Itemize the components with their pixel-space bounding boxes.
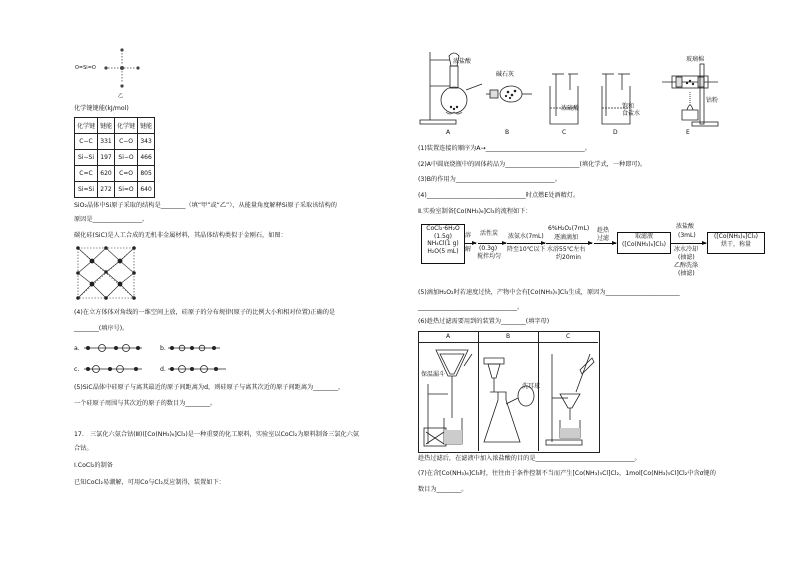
option-b-label: b. (160, 345, 166, 352)
flow-step-2-top: 活性炭 (480, 230, 499, 237)
table-cell: 343 (138, 134, 155, 150)
table-header-cell: 键能 (138, 118, 155, 134)
flow-step-1-top: 溶 (465, 232, 472, 239)
structure-label-b: 乙 (118, 93, 124, 99)
question-17-number: 17. (74, 431, 84, 438)
option-d-diagram (168, 364, 226, 374)
table-cell: C−O (115, 134, 138, 150)
table-cell: Si−Si (75, 150, 98, 166)
apparatus-c-reagent: 浓硫酸 (561, 105, 580, 112)
flow-arrow (594, 243, 616, 244)
table-cell: Si−O (115, 150, 138, 166)
table-cell: 272 (98, 182, 115, 198)
flow-step-5-top: 趁热 (597, 227, 610, 234)
flow-box-line: 烘干，称量 (720, 240, 751, 248)
flow-box-reactants (421, 224, 465, 264)
question-5-text-cont: 一个硅原子周围与其次近的原子的数目为________。 (74, 400, 217, 407)
table-cell: Si=Si (75, 182, 98, 198)
part-2-title: Ⅱ.实验室制备[Co(NH₃)₆]Cl₃的流程如下： (418, 208, 532, 215)
option-c-diagram (84, 364, 142, 374)
flow-arrow (478, 243, 506, 244)
flow-box-line: (1.5g) (433, 232, 453, 240)
table-cell: 620 (98, 166, 115, 182)
flow-box-line: ([Co(NH₃)₆]Cl₃) (714, 233, 758, 240)
flow-box-product (707, 232, 765, 254)
apparatus-d-letter: D (613, 129, 618, 136)
option-d-label: d. (160, 366, 166, 373)
table-cell: 805 (138, 166, 155, 182)
table-cell: 197 (98, 150, 115, 166)
filter-c-drawing (540, 344, 596, 450)
table-row (75, 182, 155, 198)
question-r6-purpose: 趁热过滤后，在滤液中加入浓盐酸的目的是________________________________。 (418, 455, 641, 462)
flow-step-6-top: 浓盐酸 (676, 223, 695, 230)
question-r1: (1)装置连接的顺序为A→________________________________。 (418, 145, 591, 152)
table-header-cell: 化学键 (115, 118, 138, 134)
filter-b-drawing (480, 344, 536, 450)
flow-arrow (670, 243, 706, 244)
flow-box-filtrate (617, 232, 671, 254)
filtration-divider (478, 331, 479, 451)
table-row (75, 150, 155, 166)
table-row (75, 134, 155, 150)
apparatus-d-reagent: 饱和 食盐水 (622, 103, 641, 118)
question-r4: (4)________________________________时点燃E处酒精灯。 (418, 192, 580, 199)
flow-box-line: 取滤液 (634, 233, 653, 240)
flow-box-line: CoCl₂·6H₂O (426, 225, 460, 232)
apparatus-e-letter: E (686, 129, 690, 136)
flow-arrow (546, 243, 592, 244)
apparatus-e-cobalt: 钴粉 (706, 97, 719, 104)
apparatus-e-glass-wool: 玻璃棉 (686, 56, 705, 63)
question-4-answer-prompt: ________(填序号)。 (74, 325, 129, 332)
filter-label-c: C (566, 333, 571, 340)
question-r6: (6)趁热过滤需要用到的装置为________(填字母) (418, 318, 550, 325)
table-cell: 640 (138, 182, 155, 198)
question-r3: (3)B的作用为________________________________。 (418, 176, 561, 183)
apparatus-a-reagent: 浓盐酸 (453, 58, 472, 65)
structure-label-a: O=Si=O (75, 65, 96, 71)
table-row (75, 118, 155, 134)
apparatus-c-letter: C (562, 129, 567, 136)
option-c-label: c. (74, 366, 80, 373)
table-header-cell: 化学键 (75, 118, 98, 134)
apparatus-b-reagent: 碱石灰 (496, 71, 515, 78)
filter-note-b: 洗耳球 (522, 383, 541, 390)
question-r5-cont: ________________________________。 (418, 304, 524, 311)
flow-box-line: H₂O(5 mL) (427, 247, 459, 255)
question-r7: (7)在含[Co(NH₃)₆]Cl₃时，往往由于条件控制不当而产生[Co(NH₃)₅Cl]Cl₂，1mol[Co(NH₃)₅Cl]Cl₂中含σ键的 (418, 470, 716, 477)
flow-step-6-b2: (抽滤) (678, 254, 695, 261)
flow-step-3-bottom: 降至10℃以下 (507, 246, 546, 253)
apparatus-c-figure (544, 72, 584, 128)
flow-step-6-b4: (抽滤) (678, 270, 695, 277)
part-1-title: Ⅰ.CoCl₂的制备 (74, 462, 113, 469)
flow-step-6-mid: (3mL) (678, 232, 696, 239)
flow-step-1-bottom: 解 (465, 246, 472, 253)
filtration-divider (538, 331, 539, 451)
question-17-text: 三氯化六氨合钴(Ⅲ)([Co(NH₃)₆]Cl₃)是一种重要的化工原料，实验室以CoCl₂为原料制备三氯化六氨 (90, 431, 360, 438)
question-r5: (5)滴加H₂O₂时若速度过快，产物中会有[Co(NH₃)₅]Cl₃生成，原因为________________________ (418, 289, 680, 296)
option-b-diagram (168, 343, 220, 353)
option-a-label: a. (74, 345, 80, 352)
apparatus-e-figure (660, 60, 720, 128)
question-r2: (2)A中圆底烧瓶中的固体药品为________________________(填化学式，一种即可)。 (418, 161, 647, 168)
question-sio2-structure: SiO₂晶体中Si原子采取的结构是________（填“甲”或“乙”），从能量角度解释Si原子采取该结构的 (74, 202, 337, 209)
apparatus-b-letter: B (505, 129, 510, 136)
table-cell: 466 (138, 150, 155, 166)
bond-energy-table (74, 117, 155, 198)
apparatus-b-figure (484, 78, 534, 108)
filter-label-a: A (446, 333, 451, 340)
apparatus-a-letter: A (446, 129, 451, 136)
flow-step-4-top: 6%H₂O₂(7mL) (548, 225, 590, 232)
filter-a-drawing (420, 344, 476, 450)
option-a-diagram (84, 343, 142, 353)
table-cell: 331 (98, 134, 115, 150)
question-sio2-reason: 原因是________________。 (74, 216, 149, 223)
flow-step-4-mid: 逐滴滴加 (554, 234, 579, 241)
table-row (75, 166, 155, 182)
flow-step-2-mid: (0.3g) (479, 245, 498, 252)
flow-step-6-b3: 乙醇洗涤 (674, 262, 699, 269)
flow-step-5-bottom: 过滤 (597, 235, 610, 242)
flow-step-4-bottom-2: 约20min (556, 254, 581, 261)
flow-arrow (507, 243, 545, 244)
filter-note-a: 保温漏斗 (421, 371, 446, 378)
sic-crystal-figure (74, 244, 140, 302)
table-cell: C=O (115, 166, 138, 182)
table-cell: C=C (75, 166, 98, 182)
part-1-text: 已知CoCl₂易潮解，可用Co与Cl₂反应制得，装置如下： (74, 479, 225, 486)
flow-arrow (464, 243, 476, 244)
table-cell: Si=O (115, 182, 138, 198)
bond-table-title: 化学键键能(kJ/mol) (74, 105, 129, 112)
question-5-text: (5)SiC晶体中硅原子与离其最近的原子间距离为d，则硅原子与离其次近的原子间距离为________， (74, 384, 345, 391)
table-header-cell: 键能 (98, 118, 115, 134)
question-4-text: (4)在立方体体对角线的一维空间上放，硅原子的分布规律(原子的比例大小和相对位置)正确的是 (74, 309, 336, 316)
flow-step-3-top: 浓氨水(7mL) (508, 233, 544, 240)
flow-step-2-bottom: 搅拌均匀 (477, 253, 502, 260)
sic-intro-text: 碳化硅(SiC)是人工合成的无机非金属材料，其晶体结构类似于金刚石，如图： (74, 232, 287, 239)
question-r7-cont: 数目为________。 (418, 486, 468, 493)
flow-box-line: NH₄Cl(1 g) (427, 240, 459, 247)
question-17-text-cont: 合钴。 (74, 445, 93, 452)
flow-step-4-bottom-1: 水浴55℃左右 (547, 246, 586, 253)
filtration-header-line (418, 342, 598, 343)
filter-label-b: B (506, 333, 511, 340)
apparatus-d-figure (596, 72, 636, 128)
flow-box-line: ([Co(NH₃)₆]Cl₃) (622, 240, 666, 248)
flow-step-6-b1: 冰水冷却 (674, 246, 699, 253)
table-cell: C−C (75, 134, 98, 150)
